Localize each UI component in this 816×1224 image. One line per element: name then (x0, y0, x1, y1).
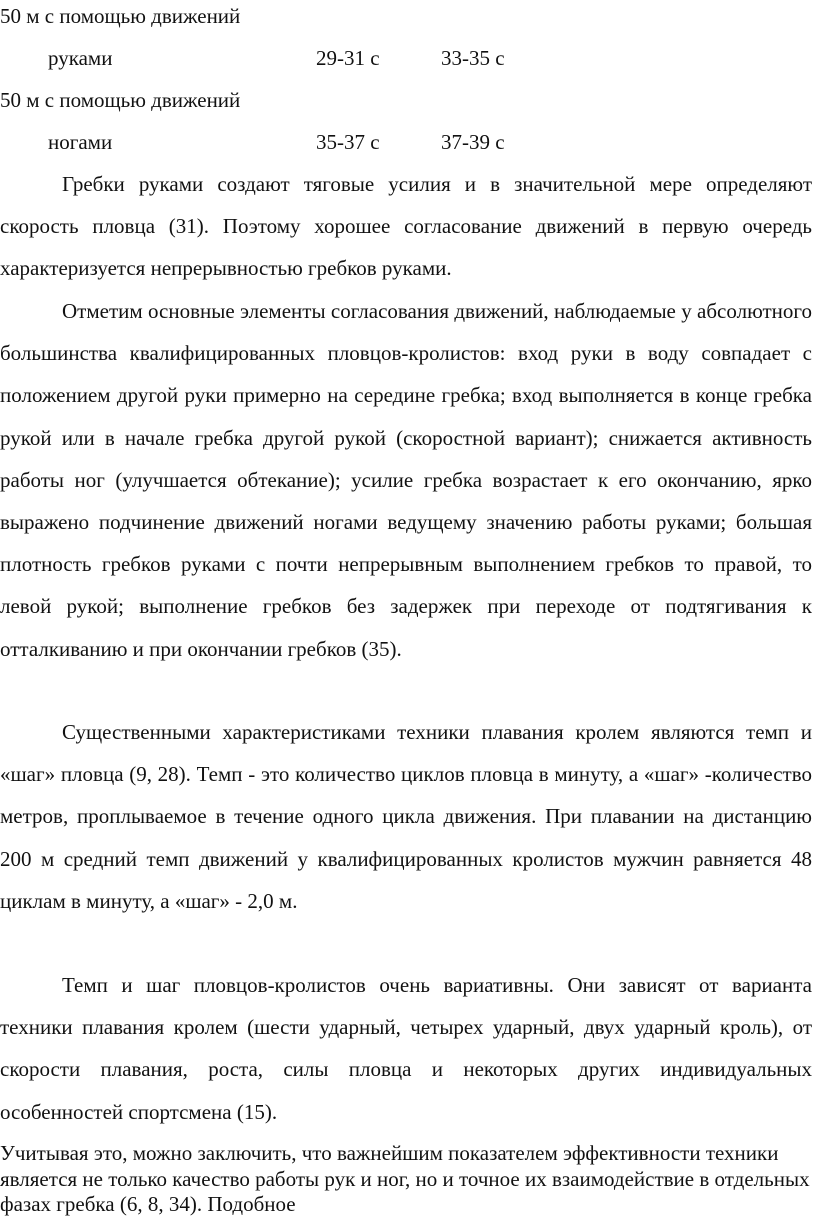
table-row-label: руками (48, 46, 113, 70)
table-cell-value: 37-39 с (441, 130, 505, 154)
paragraph: Отметим основные элементы согласования движений, наблюдаемые у абсолютного большинства квалифицированных пловцов-кролистов: вход руки в воду совпадает с положением другой руки примерно на середине гребка; вход выполняется в конце гребка рукой или в начале гребка другой рукой (скоростной вариант); снижается активность работы ног (улучшается обтекание); усилие гребка возрастает к его окончанию, ярко выражено подчинение движений ногами ведущему значению работы руками; большая плотность гребков руками с почти непрерывным выполнением гребков то правой, то левой рукой; выполнение гребков без задержек при переходе от подтягивания к отталкиванию и при окончании гребков (35). (0, 299, 812, 661)
paragraph: Темп и шаг пловцов-кролистов очень вариативны. Они зависят от варианта техники плавания кролем (шести ударный, четырех ударный, двух ударный кроль), от скорости плавания, роста, силы пловца и некоторых других индивидуальных особенностей спортсмена (15). (0, 973, 812, 1124)
table-row-label: 50 м с помощью движений (0, 4, 241, 28)
paragraph: Существенными характеристиками техники плавания кролем являются темп и «шаг» пловца (9, 28). Темп - это количество циклов пловца в минуту, а «шаг» -количество метров, проплываемое в течение одного цикла движения. При плавании на дистанцию 200 м средний темп движений у квалифицированных кролистов мужчин равняется 48 циклам в минуту, а «шаг» - 2,0 м. (0, 720, 812, 913)
closing-paragraph: Учитывая это, можно заключить, что важнейшим показателем эффективности техники является не только качество работы рук и ног, но и точное их взаимодействие в отдельных фазах гребка (6, 8, 34). Подобное (0, 1141, 810, 1216)
table-cell-value: 29-31 с (316, 46, 380, 70)
table-cell-value: 33-35 с (441, 46, 505, 70)
table-cell-value: 35-37 с (316, 130, 380, 154)
table-row-label: ногами (48, 130, 113, 154)
table-row-label: 50 м с помощью движений (0, 88, 241, 112)
paragraph: Гребки руками создают тяговые усилия и в значительной мере определяют скорость пловца (31). Поэтому хорошее согласование движений в первую очередь характеризуется непрерывностью гребков руками. (0, 172, 812, 281)
